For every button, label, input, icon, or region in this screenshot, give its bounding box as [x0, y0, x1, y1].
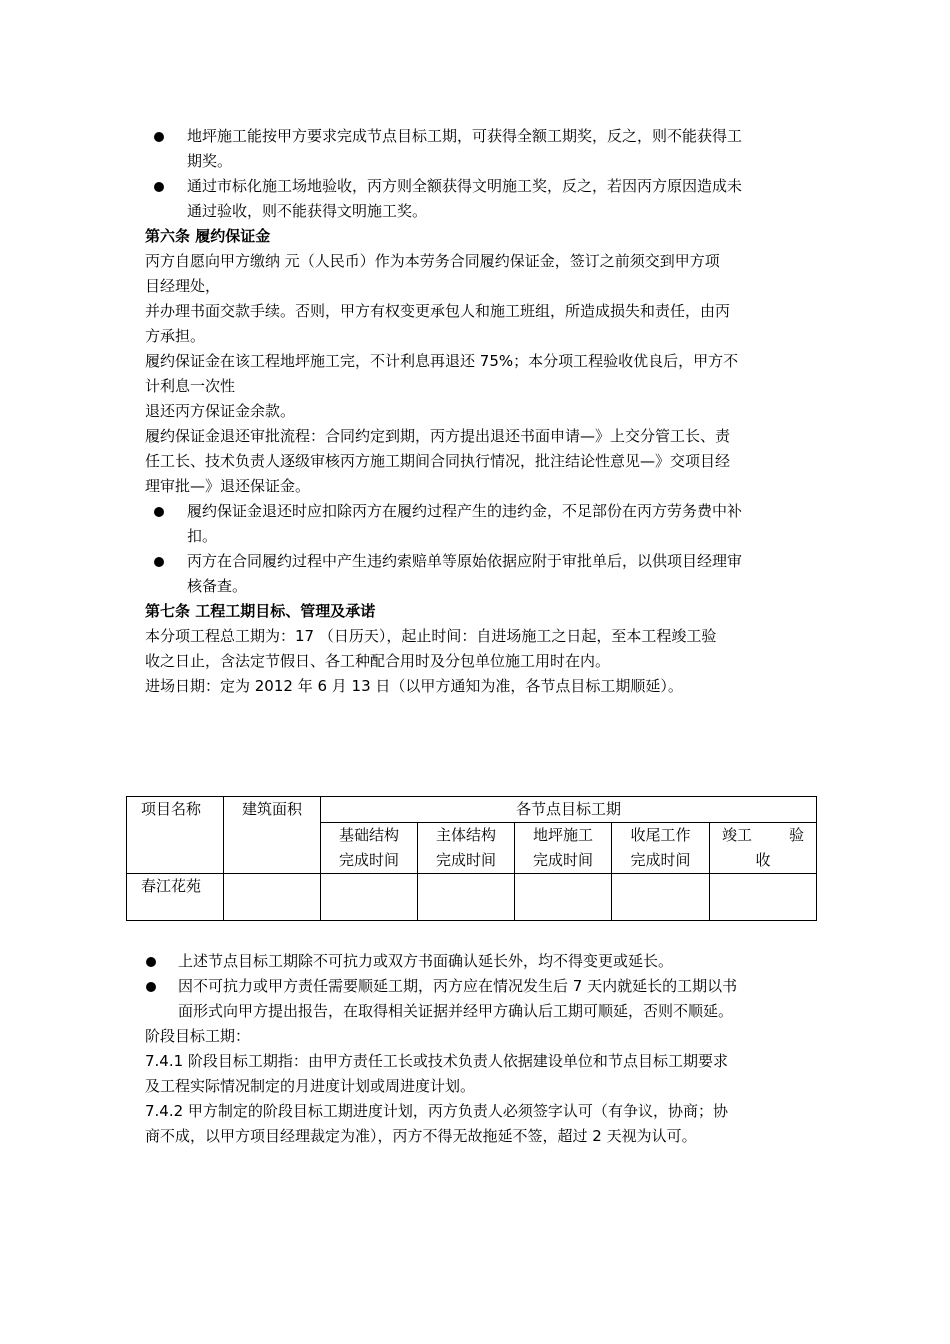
bullet-text: 丙方在合同履约过程中产生违约索赔单等原始依据应附于审批单后，以供项目经理审 — [187, 552, 743, 570]
paragraph-line: 并办理书面交款手续。否则，甲方有权变更承包人和施工班组，所造成损失和责任，由丙 — [145, 302, 731, 320]
cell-empty — [710, 874, 817, 921]
header-word: 验 — [789, 826, 805, 844]
paragraph-line: 及工程实际情况制定的月进度计划或周进度计划。 — [145, 1077, 476, 1095]
paragraph-line: 7.4.2 甲方制定的阶段目标工期进度计划，丙方负责人必须签字认可（有争议，协商；协 — [145, 1102, 728, 1120]
cell-empty — [321, 874, 418, 921]
header-completion — [710, 823, 817, 874]
bullet-text: 地坪施工能按甲方要求完成节点目标工期，可获得全额工期奖，反之，则不能获得工 — [187, 127, 743, 145]
paragraph-line: 履约保证金退还审批流程：合同约定到期，丙方提出退还书面申请—》上交分管工长、责 — [145, 427, 731, 445]
milestone-table — [126, 796, 817, 921]
header-line — [712, 823, 814, 848]
bullet-text: 因不可抗力或甲方责任需要顺延工期，丙方应在情况发生后 7 天内就延长的工期以书 — [178, 977, 738, 995]
paragraph-line: 理审批—》退还保证金。 — [145, 477, 311, 495]
bullet-text: 履约保证金退还时应扣除丙方在履约过程产生的违约金，不足部份在丙方劳务费中补 — [187, 502, 743, 520]
bullet-dot-icon — [146, 957, 156, 967]
header-floor — [515, 823, 612, 874]
bullet-text: 上述节点目标工期除不可抗力或双方书面确认延长外，均不得变更或延长。 — [178, 952, 674, 970]
cell-empty — [418, 874, 515, 921]
header-line: 完成时间 — [338, 851, 399, 869]
article-6-heading: 第六条 履约保证金 — [145, 227, 271, 245]
article-7-heading: 第七条 工程工期目标、管理及承诺 — [145, 602, 376, 620]
paragraph-line: 计利息一次性 — [145, 377, 236, 395]
header-line: 完成时间 — [532, 851, 593, 869]
bullet-dot-icon — [146, 982, 156, 992]
bullet-text-cont: 面形式向甲方提出报告，在取得相关证据并经甲方确认后工期可顺延，否则不顺延。 — [178, 1002, 734, 1020]
paragraph-line: 收之日止，含法定节假日、各工种配合用时及分包单位施工用时在内。 — [145, 652, 611, 670]
paragraph-line: 任工长、技术负责人逐级审核丙方施工期间合同执行情况，批注结论性意见—》交项目经 — [145, 452, 731, 470]
paragraph-line: 商不成，以甲方项目经理裁定为准），丙方不得无故拖延不签，超过 2 天视为认可。 — [145, 1127, 697, 1145]
cell-empty — [224, 874, 321, 921]
header-line: 收尾工作 — [630, 826, 691, 844]
cell-project-name: 春江花苑 — [127, 874, 224, 921]
paragraph-line: 进场日期：定为 2012 年 6 月 13 日（以甲方通知为准，各节点目标工期顺延）。 — [145, 677, 683, 695]
bullet-text-cont: 核备查。 — [187, 577, 248, 595]
bullet-dot-icon — [154, 507, 164, 517]
bullet-text-cont: 扣。 — [187, 527, 218, 545]
bullet-dot-icon — [154, 557, 164, 567]
paragraph-line: 本分项工程总工期为：17 （日历天），起止时间：自进场施工之日起，至本工程竣工验 — [145, 627, 717, 645]
paragraph-line: 方承担。 — [145, 327, 206, 345]
cell-empty — [515, 874, 612, 921]
header-finishing — [612, 823, 710, 874]
header-line: 收 — [755, 851, 771, 869]
paragraph-line: 目经理处， — [145, 277, 221, 295]
bullet-text-cont: 期奖。 — [187, 152, 233, 170]
header-main-structure — [418, 823, 515, 874]
header-line: 基础结构 — [338, 826, 399, 844]
header-foundation — [321, 823, 418, 874]
paragraph-line: 丙方自愿向甲方缴纳 元（人民币）作为本劳务合同履约保证金，签订之前须交到甲方项 — [145, 252, 720, 270]
paragraph-line: 履约保证金在该工程地坪施工完，不计利息再退还 75%；本分项工程验收优良后，甲方不 — [145, 352, 739, 370]
header-project-name: 项目名称 — [127, 797, 224, 874]
header-word: 竣工 — [722, 826, 753, 844]
header-line: 完成时间 — [435, 851, 496, 869]
bullet-text: 通过市标化施工场地验收，丙方则全额获得文明施工奖，反之，若因丙方原因造成未 — [187, 177, 743, 195]
paragraph-line: 阶段目标工期： — [145, 1027, 251, 1045]
bullet-dot-icon — [154, 132, 164, 142]
header-line: 完成时间 — [630, 851, 691, 869]
header-line: 地坪施工 — [532, 826, 593, 844]
header-node-targets: 各节点目标工期 — [321, 797, 817, 823]
bullet-text-cont: 通过验收，则不能获得文明施工奖。 — [187, 202, 428, 220]
bullet-dot-icon — [154, 182, 164, 192]
paragraph-line: 7.4.1 阶段目标工期指：由甲方责任工长或技术负责人依据建设单位和节点目标工期要求 — [145, 1052, 728, 1070]
paragraph-line: 退还丙方保证金余款。 — [145, 402, 296, 420]
header-building-area: 建筑面积 — [224, 797, 321, 874]
header-line: 主体结构 — [435, 826, 496, 844]
cell-empty — [612, 874, 710, 921]
